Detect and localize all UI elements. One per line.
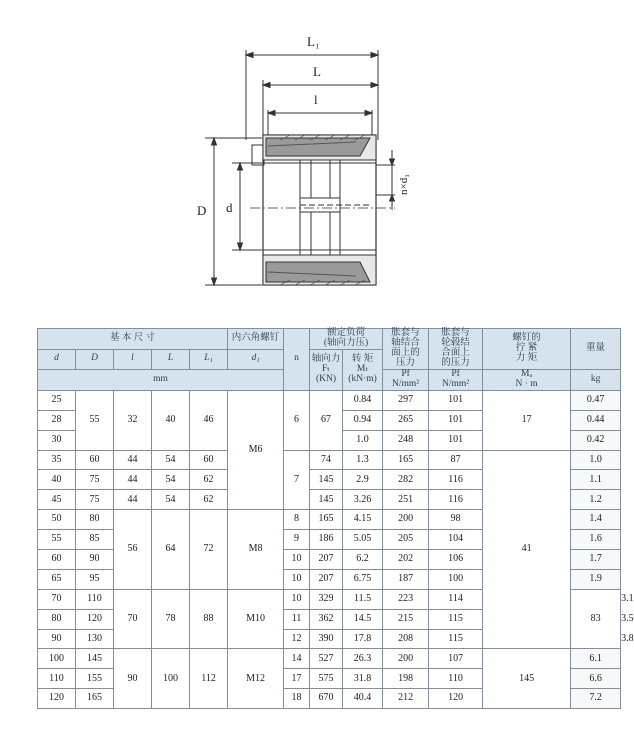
- cell-Mt: 17.8: [343, 629, 383, 649]
- cell-Mt: 1.3: [343, 450, 383, 470]
- cell-d: 65: [38, 569, 76, 589]
- cell-d1: M10: [228, 589, 284, 649]
- cell-pf: 251: [383, 490, 429, 510]
- cell-pf: 200: [383, 510, 429, 530]
- cell-Mt: 6.2: [343, 550, 383, 570]
- header-shaft-pressure: 胀套与 轴结合 面上的 压力: [383, 329, 429, 370]
- cell-D: 85: [76, 530, 114, 550]
- cell-MA: 83: [571, 589, 621, 649]
- cell-n: 14: [284, 649, 310, 669]
- header-D: D: [76, 350, 114, 370]
- cell-weight: 0.47: [571, 390, 621, 410]
- cell-L1: 62: [190, 490, 228, 510]
- cell-n: 9: [284, 530, 310, 550]
- cell-pf2: 115: [429, 609, 483, 629]
- header-hub-pressure: 胀套与 轮毂结 合面上 的压力: [429, 329, 483, 370]
- header-rated-load: 额定负荷 (轴向力压): [310, 329, 383, 350]
- label-L: L: [313, 64, 321, 79]
- cell-pf2: 120: [429, 689, 483, 709]
- cell-pf2: 115: [429, 629, 483, 649]
- cell-D: 155: [76, 669, 114, 689]
- cell-Ft: 575: [310, 669, 343, 689]
- cell-weight: 6.6: [571, 669, 621, 689]
- header-L1: L₁: [190, 350, 228, 370]
- cell-Ft: 670: [310, 689, 343, 709]
- header-unit-mm: mm: [38, 369, 284, 390]
- cell-pf2: 101: [429, 410, 483, 430]
- cell-pf: 165: [383, 450, 429, 470]
- cell-n: 10: [284, 589, 310, 609]
- cell-l: 44: [114, 490, 152, 510]
- cell-pf: 265: [383, 410, 429, 430]
- cell-weight: 1.1: [571, 470, 621, 490]
- cell-n: 10: [284, 550, 310, 570]
- cell-Mt: 3.26: [343, 490, 383, 510]
- cell-D: 165: [76, 689, 114, 709]
- header-d: d: [38, 350, 76, 370]
- cell-pf: 223: [383, 589, 429, 609]
- cell-Ft: 527: [310, 649, 343, 669]
- cell-weight: 1.2: [571, 490, 621, 510]
- header-basic-size: 基 本 尺 寸: [38, 329, 228, 350]
- cell-Mt: 31.8: [343, 669, 383, 689]
- cell-n: 11: [284, 609, 310, 629]
- cell-l: 44: [114, 450, 152, 470]
- cell-Ft: 145: [310, 490, 343, 510]
- cell-D: 120: [76, 609, 114, 629]
- cell-D: 60: [76, 450, 114, 470]
- cell-d: 80: [38, 609, 76, 629]
- cell-L: 54: [152, 450, 190, 470]
- cell-pf2: 100: [429, 569, 483, 589]
- cell-Ft: 329: [310, 589, 343, 609]
- cell-d: 60: [38, 550, 76, 570]
- cell-d1: M8: [228, 510, 284, 590]
- cell-pf2: 110: [429, 669, 483, 689]
- cell-weight: 6.1: [571, 649, 621, 669]
- cell-n: 12: [284, 629, 310, 649]
- cell-Ft: 145: [310, 470, 343, 490]
- cell-weight: 1.0: [571, 450, 621, 470]
- cell-MA: 17: [483, 390, 571, 450]
- header-tightening-torque: 螺钉的 拧 紧 力 矩: [483, 329, 571, 370]
- cell-Mt: 11.5: [343, 589, 383, 609]
- cell-d: 90: [38, 629, 76, 649]
- cell-Ft: 67: [310, 390, 343, 450]
- cell-l: 90: [114, 649, 152, 709]
- header-l: l: [114, 350, 152, 370]
- cell-weight: 1.6: [571, 530, 621, 550]
- cell-pf: 205: [383, 530, 429, 550]
- header-d1: d₁: [228, 350, 284, 370]
- cell-L1: 88: [190, 589, 228, 649]
- cell-MA: 41: [483, 450, 571, 649]
- cell-pf2: 87: [429, 450, 483, 470]
- cell-Mt: 26.3: [343, 649, 383, 669]
- cell-Mt: 14.5: [343, 609, 383, 629]
- cell-d: 30: [38, 430, 76, 450]
- cell-L1: 60: [190, 450, 228, 470]
- cell-pf: 200: [383, 649, 429, 669]
- cell-weight: 1.4: [571, 510, 621, 530]
- cell-L: 54: [152, 470, 190, 490]
- cell-L: 64: [152, 510, 190, 590]
- cell-pf: 248: [383, 430, 429, 450]
- label-l: l: [314, 92, 318, 107]
- cell-Mt: 6.75: [343, 569, 383, 589]
- spec-table: 基 本 尺 寸 内六角螺钉 n 额定负荷 (轴向力压) 胀套与 轴结合 面上的 压力 胀套与 轮毂结 合面上 的压力 螺钉的 拧 紧 力 矩 重量 d D l L L₁ d₁ 轴向力 Fₜ (KN) 转 矩 Mₜ (kN·m) mm Pf N/mm² Pf N/mm² Mₐ N · m kg 25 55 32 40 46 M6 6 67 0.84 297 101 17 0.47 28 0.94 265 101 0.44 30 1.0 248 101 0.42 35 60 44 54 60 7 74 1.3 165 87 41 1.0 40 75 44 54 62 145 2.9 282 116 1.1 45 75 44 54 62 145 3.26 251 116 1.2 50 80 56 64 72 M8 8 165 4.15 200 98 1.4 55 85 9 186 5.05 205 104 1.6 60 90 10 207 6.2 202 106 1.7 65 95 10 207 6.75 187 100 1.9 70 110 70 78 88 M10 10 329 11.5 223 114 83 3.1 80 120 11 362 14.5 215 115 3.5 90 130 12 390 17.8 208 115 3.8 100 145 90 100 112 M12 14 527 26.3 200 107 145 6.1 110 155 17 575 31.8 198 110 6.6 120 165 18 670 40.4 212 120 7.2: [37, 328, 621, 709]
- cell-pf: 208: [383, 629, 429, 649]
- cell-D: 145: [76, 649, 114, 669]
- cell-Ft: 390: [310, 629, 343, 649]
- label-nd1: n×d₁: [398, 173, 410, 195]
- coupling-drawing: [0, 0, 600, 325]
- cell-l: 32: [114, 390, 152, 450]
- header-torque: 转 矩 Mₜ (kN·m): [343, 350, 383, 391]
- cell-L1: 62: [190, 470, 228, 490]
- cell-pf2: 107: [429, 649, 483, 669]
- cell-pf2: 98: [429, 510, 483, 530]
- cell-d: 25: [38, 390, 76, 410]
- label-L1: L₁: [307, 34, 320, 49]
- cell-Mt: 1.0: [343, 430, 383, 450]
- cell-n: 10: [284, 569, 310, 589]
- cell-pf: 215: [383, 609, 429, 629]
- cell-Mt: 2.9: [343, 470, 383, 490]
- cell-pf: 212: [383, 689, 429, 709]
- cell-n: 18: [284, 689, 310, 709]
- cell-L1: 46: [190, 390, 228, 450]
- header-pf2: Pf N/mm²: [429, 369, 483, 390]
- header-n: n: [284, 329, 310, 391]
- cell-D: 110: [76, 589, 114, 609]
- cell-d1: M12: [228, 649, 284, 709]
- cell-pf: 198: [383, 669, 429, 689]
- cell-l: 56: [114, 510, 152, 590]
- cell-d: 110: [38, 669, 76, 689]
- cell-Ft: 207: [310, 550, 343, 570]
- cell-d: 40: [38, 470, 76, 490]
- header-weight: 重量: [571, 329, 621, 370]
- cell-D: 90: [76, 550, 114, 570]
- cell-pf2: 116: [429, 490, 483, 510]
- cell-pf2: 116: [429, 470, 483, 490]
- cell-weight: 0.44: [571, 410, 621, 430]
- cell-weight: 1.9: [571, 569, 621, 589]
- cell-n: 7: [284, 450, 310, 510]
- cell-Mt: 0.94: [343, 410, 383, 430]
- cell-MA: 145: [483, 649, 571, 709]
- cell-d: 120: [38, 689, 76, 709]
- cell-n: 8: [284, 510, 310, 530]
- cell-D: 130: [76, 629, 114, 649]
- cell-d: 28: [38, 410, 76, 430]
- cell-Mt: 5.05: [343, 530, 383, 550]
- cell-L1: 72: [190, 510, 228, 590]
- cell-pf2: 114: [429, 589, 483, 609]
- cell-weight: 0.42: [571, 430, 621, 450]
- cell-pf: 202: [383, 550, 429, 570]
- label-d: d: [226, 200, 233, 215]
- cell-pf2: 101: [429, 390, 483, 410]
- cell-d: 55: [38, 530, 76, 550]
- cell-pf: 187: [383, 569, 429, 589]
- cell-Mt: 0.84: [343, 390, 383, 410]
- cell-Ft: 165: [310, 510, 343, 530]
- cell-weight: 1.7: [571, 550, 621, 570]
- cell-weight: 7.2: [571, 689, 621, 709]
- cell-L: 78: [152, 589, 190, 649]
- cell-l: 70: [114, 589, 152, 649]
- cell-D: 75: [76, 470, 114, 490]
- cell-Ft: 362: [310, 609, 343, 629]
- cell-d1: M6: [228, 390, 284, 509]
- cell-pf: 282: [383, 470, 429, 490]
- header-pf: Pf N/mm²: [383, 369, 429, 390]
- cell-d: 35: [38, 450, 76, 470]
- cell-Ft: 74: [310, 450, 343, 470]
- cell-L1: 112: [190, 649, 228, 709]
- cell-Ft: 207: [310, 569, 343, 589]
- cell-Mt: 40.4: [343, 689, 383, 709]
- cell-L: 100: [152, 649, 190, 709]
- header-hex-screw: 内六角螺钉: [228, 329, 284, 350]
- cell-D: 95: [76, 569, 114, 589]
- cell-Mt: 4.15: [343, 510, 383, 530]
- header-L: L: [152, 350, 190, 370]
- cell-d: 50: [38, 510, 76, 530]
- header-ma: Mₐ N · m: [483, 369, 571, 390]
- cell-d: 70: [38, 589, 76, 609]
- header-axial-force: 轴向力 Fₜ (KN): [310, 350, 343, 391]
- header-unit-kg: kg: [571, 369, 621, 390]
- cell-pf: 297: [383, 390, 429, 410]
- cell-d: 45: [38, 490, 76, 510]
- cell-L: 40: [152, 390, 190, 450]
- cell-L: 54: [152, 490, 190, 510]
- cell-pf2: 104: [429, 530, 483, 550]
- cell-n: 17: [284, 669, 310, 689]
- cell-pf2: 101: [429, 430, 483, 450]
- cell-D: 75: [76, 490, 114, 510]
- cell-d: 100: [38, 649, 76, 669]
- label-D: D: [197, 203, 207, 218]
- cell-D: 55: [76, 390, 114, 450]
- cell-n: 6: [284, 390, 310, 450]
- cell-D: 80: [76, 510, 114, 530]
- cell-pf2: 106: [429, 550, 483, 570]
- cell-l: 44: [114, 470, 152, 490]
- cell-Ft: 186: [310, 530, 343, 550]
